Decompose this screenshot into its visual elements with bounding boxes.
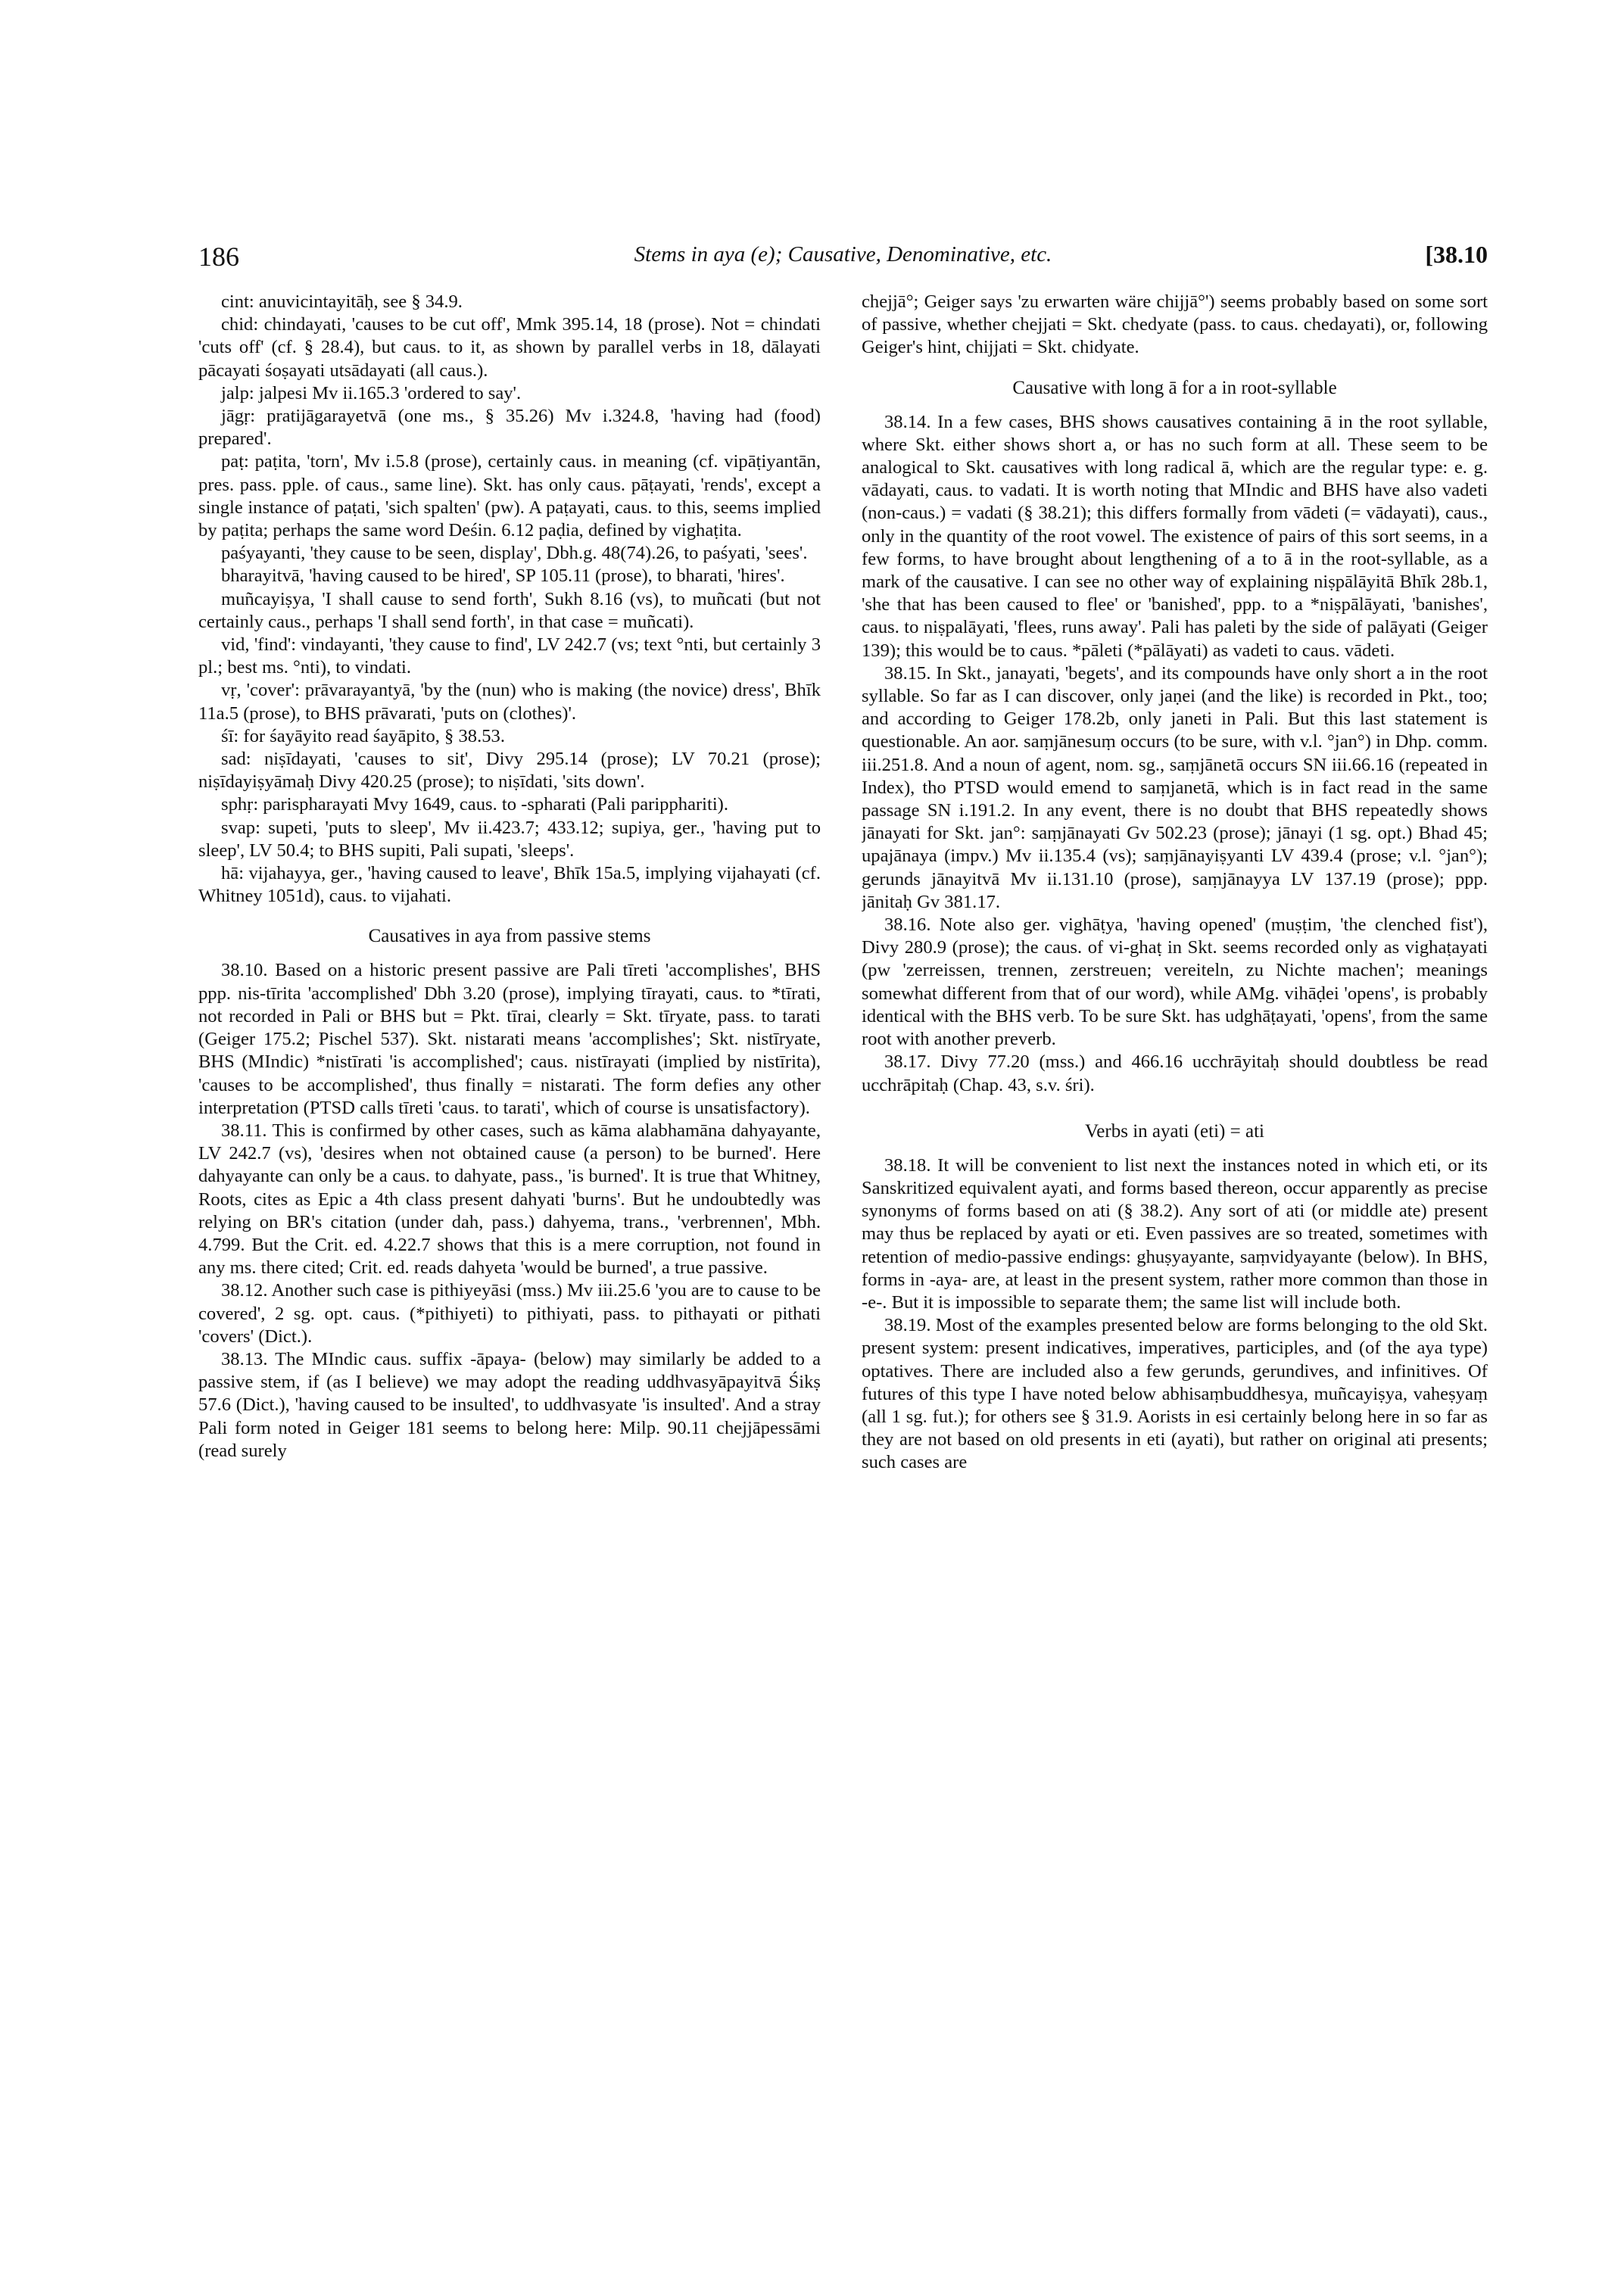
page-header bbox=[198, 241, 1488, 279]
section-heading-long-a: Causative with long ā for a in root-syllable bbox=[1012, 377, 1337, 398]
section-heading-ayati-ati: Verbs in ayati (eti) = ati bbox=[1085, 1120, 1264, 1142]
entry-sphr: sphṛ: parispharayati Mvy 1649, caus. to -spharati (Pali paripphariti). bbox=[221, 794, 729, 815]
running-title: Stems in aya (e); Causative, Denominative, etc. bbox=[634, 242, 1052, 266]
paragraph-38-10: 38.10. Based on a historic present passive are Pali tīreti 'accomplishes', BHS ppp. nis-tīrita 'accomplished' Dbh 3.20 (prose), implying tīrayati, caus. to *tīrati, not recorded in Pali or BHS but = Pkt. tīrai, clearly = Skt. tīryate, pass. to tarati (Geiger 175.2; Pischel 537). Skt. nistarati means 'accomplishes'; Skt. nistīryate, BHS (MIndic) *nistīrati 'is accomplished'; caus. nistīrayati (implied by nistīrita), 'causes to be accomplished', thus finally = nistarati. The form defies any other interpretation (PTSD calls tīreti 'caus. to tarati', which of course is unsatisfactory). bbox=[198, 960, 821, 1118]
entry-vid: vid, 'find': vindayanti, 'they cause to find', LV 242.7 (vs; text °nti, but certainly 3 pl.; best ms. °nti), to vindati. bbox=[198, 634, 821, 678]
entry-cint: cint: anuvicintayitāḥ, see § 34.9. bbox=[221, 291, 463, 312]
entry-svap: svap: supeti, 'puts to sleep', Mv ii.423.7; 433.12; supiya, ger., 'having put to sleep', LV 50.4; to BHS supiti, Pali supati, 'sleeps'. bbox=[198, 817, 821, 861]
paragraph-38-13: 38.13. The MIndic caus. suffix -āpaya- (below) may similarly be added to a passive stem, if (as I believe) we may adopt the reading uddhvasyāpayitvā Śikṣ 57.6 (Dict.), 'having caused to be insulted', to uddhvasyate 'is insulted'. And a stray Pali form noted in Geiger 181 seems to belong here: Milp. 90.11 chejjāpessāmi (read surely bbox=[198, 1348, 821, 1461]
entry-jalp: jalp: jalpesi Mv ii.165.3 'ordered to say'. bbox=[221, 382, 522, 403]
entry-vr: vṛ, 'cover': prāvarayantyā, 'by the (nun) who is making (the novice) dress', Bhīk 11a.5 (prose), to BHS prāvarati, 'puts on (clothes)'. bbox=[198, 680, 821, 724]
entry-jagr: jāgṛ: pratijāgarayetvā (one ms., § 35.26) Mv i.324.8, 'having had (food) prepared'. bbox=[198, 406, 821, 450]
right-column bbox=[862, 291, 1488, 2229]
section-heading-passive-causatives: Causatives in aya from passive stems bbox=[368, 926, 651, 947]
entry-sad: sad: niṣīdayati, 'causes to sit', Divy 295.14 (prose); LV 70.21 (prose); niṣīdayiṣyāmaḥ Divy 420.25 (prose); to niṣīdati, 'sits down'. bbox=[198, 749, 821, 793]
entry-bharayitva: bharayitvā, 'having caused to be hired', SP 105.11 (prose), to bharati, 'hires'. bbox=[221, 565, 785, 587]
page-number: 186 bbox=[198, 241, 239, 272]
entry-pat: paṭ: paṭita, 'torn', Mv i.5.8 (prose), certainly caus. in meaning (cf. vipāṭiyantān, pres. pass. pple. of caus., same line). Skt. has only caus. pāṭayati, 'rends', except a single instance of paṭati, 'sich spalten' (pw). A paṭayati, caus. to this, seems implied by paṭita; perhaps the same word Deśin. 6.12 paḍia, defined by vighaṭita. bbox=[198, 451, 821, 541]
entry-pasyayanti: paśyayanti, 'they cause to be seen, display', Dbh.g. 48(74).26, to paśyati, 'sees'. bbox=[221, 543, 808, 564]
entry-ha: hā: vijahayya, ger., 'having caused to leave', Bhīk 15a.5, implying vijahayati (cf. Whitney 1051d), caus. to vijahati. bbox=[198, 863, 821, 907]
paragraph-38-18: 38.18. It will be convenient to list next the instances noted in which eti, or its Sanskritized equivalent ayati, and forms based thereon, occur apparently as precise synonyms of forms based on ati (§ 38.2). Any sort of ati (or middle ate) present may thus be replaced by ayati or eti. Even passives are so treated, sometimes with retention of medio-passive endings: ghuṣyayante, saṃvidyayante (below). In BHS, forms in -aya- are, at least in the present system, rather more common than those in -e-. But it is impossible to separate them; the same list will include both. bbox=[862, 1154, 1488, 1313]
section-reference: [38.10 bbox=[1425, 241, 1488, 268]
entry-chid: chid: chindayati, 'causes to be cut off', Mmk 395.14, 18 (prose). Not = chindati 'cuts off' (cf. § 28.4), but caus. to it, as shown by parallel verbs in 18, dālayati pācayati śoṣayati utsādayati (all caus.). bbox=[198, 314, 821, 381]
paragraph-38-19: 38.19. Most of the examples presented below are forms belonging to the old Skt. present system: present indicatives, imperatives, participles, and (of the aya type) optatives. There are included also a few gerunds, gerundives, and infinitives. Of futures of this type I have noted below abhisaṃbuddhesya, muñcayiṣya, vaheṣyaṃ (all 1 sg. fut.); for others see § 31.9. Aorists in esi certainly belong here in so far as they are not based on old presents in eti (ayati), but rather on original ati presents; such cases are bbox=[862, 1315, 1488, 1473]
paragraph-38-17: 38.17. Divy 77.20 (mss.) and 466.16 ucchrāyitaḥ should doubtless be read ucchrāpitaḥ (Chap. 43, s.v. śri). bbox=[862, 1051, 1488, 1095]
section-spacer bbox=[862, 1097, 1488, 1103]
entry-muncayisya: muñcayiṣya, 'I shall cause to send forth', Sukh 8.16 (vs), to muñcati (but not certainly caus., perhaps 'I shall send forth', in that case = muñcati). bbox=[198, 588, 821, 632]
paragraph-38-16: 38.16. Note also ger. vighāṭya, 'having opened' (muṣṭim, 'the clenched fist'), Divy 280.9 (prose); the caus. of vi-ghaṭ in Skt. seems recorded only as vighaṭayati (pw 'zerreissen, trennen, zerstreuen; vereiteln, zu Nichte machen'; meanings somewhat different from that of our word), while AMg. vihāḍei 'opens', is probably identical with the BHS verb. To be sure Skt. has udghāṭayati, 'opens', from the same root with another preverb. bbox=[862, 914, 1488, 1050]
paragraph-38-11: 38.11. This is confirmed by other cases, such as kāma alabhamāna dahyayante, LV 242.7 (vs), 'desires when not obtained cause (a person) to be burned'. Here dahyayante can only be a caus. to dahyate, pass., 'is burned'. It is true that Whitney, Roots, cites as Epic a 4th class present dahyati 'burns'. But he undoubtedly was relying on BR's citation (under dah, pass.) dahyema, trans., 'verbrennen', Mbh. 4.799. But the Crit. ed. 4.22.7 shows that this is a mere corruption, not found in any ms. there cited; Crit. ed. reads dahyeta 'would be burned', a true passive. bbox=[198, 1120, 821, 1279]
continuation-text: chejjā°; Geiger says 'zu erwarten wäre chijjā°') seems probably based on some sort of passive, whether chejjati = Skt. chedyate (pass. to caus. chedayati), or, following Geiger's hint, chijjati = Skt. chidyate. bbox=[862, 291, 1488, 358]
entry-si: śī: for śayāyito read śayāpito, § 38.53. bbox=[221, 725, 505, 746]
paragraph-38-15: 38.15. In Skt., janayati, 'begets', and its compounds have only short a in the root syllable. So far as I can discover, only jaṇei (and the like) is recorded in Pkt., too; and according to Geiger 178.2b, only janeti in Pali. But this last statement is questionable. An aor. saṃjānesuṃ occurs (to be sure, with v.l. °jan°) in Dhp. comm. iii.251.8. And a noun of agent, nom. sg., saṃjānetā occurs SN iii.66.16 (repeated in Index), tho PTSD would emend to saṃjanetā, which is in fact read in the same passage SN i.191.2. In any event, there is no doubt that BHS repeatedly shows jānayati for Skt. jan°: saṃjānayati Gv 502.23 (prose); jānayi (1 sg. opt.) Bhad 45; upajānaya (impv.) Mv ii.135.4 (vs); saṃjānayiṣyanti LV 439.4 (prose; v.l. °jan°); gerunds jānayitvā Mv ii.131.10 (prose), saṃjānayya LV 137.19 (prose); ppp. jānitaḥ Gv 381.17. bbox=[862, 662, 1488, 912]
left-column bbox=[198, 291, 821, 2229]
paragraph-38-12: 38.12. Another such case is pithiyeyāsi (mss.) Mv iii.25.6 'you are to cause to be covered', 2 sg. opt. caus. (*pithiyeti) to pithiyati, pass. to pithayati or pithati 'covers' (Dict.). bbox=[198, 1280, 821, 1347]
paragraph-38-14: 38.14. In a few cases, BHS shows causatives containing ā in the root syllable, where Skt. either shows short a, or has no such form at all. These seem to be analogical to Skt. causatives with long radical ā, which are the regular type: e. g. vādayati, caus. to vadati. It is worth noting that MIndic and BHS have also vadeti (non-caus.) = vadati (§ 38.21); this differs formally from vādeti (= vādayati), caus., only in the quantity of the root vowel. The existence of pairs of this sort seems, in a few forms, to have brought about lengthening of a to ā in the root-syllable, as a mark of the causative. I can see no other way of explaining niṣpālāyitā Bhīk 28b.1, 'she that has been caused to flee' or 'banished', ppp. to a *niṣpālāyati, 'banishes', caus. to niṣpalāyati, 'flees, runs away'. Pali has paleti by the side of palāyati (Geiger 139); this would be to caus. *pāleti (*pālāyati) as vadeti to caus. vādeti. bbox=[862, 411, 1488, 661]
